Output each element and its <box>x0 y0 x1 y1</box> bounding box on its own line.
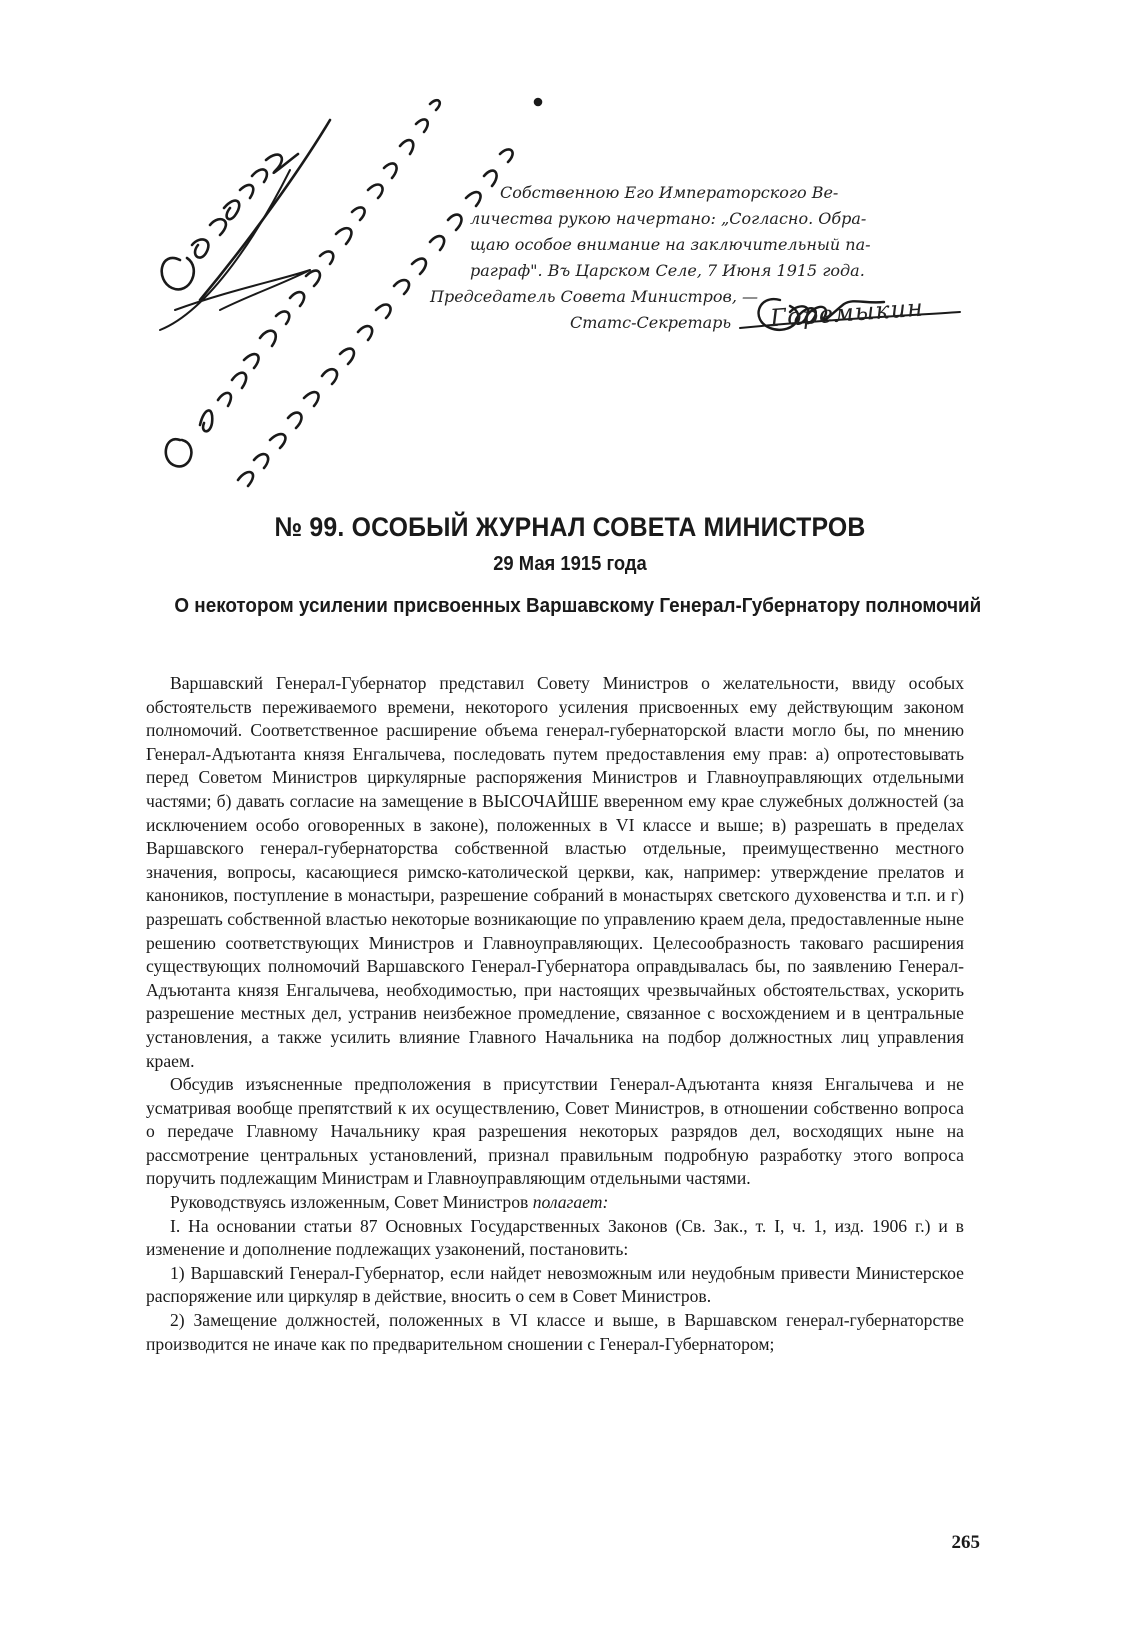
resolution-line: щаю особое внимание на заключительный па- <box>470 235 871 254</box>
point-paragraph: I. На основании статьи 87 Основных Государственных Законов (Св. Зак., т. I, ч. 1, изд. 1906 г.) и в изменение и дополнение подлежащих узаконений, постановить: <box>146 1215 964 1260</box>
signature: Горемыкин <box>769 293 925 333</box>
decision-verb: полагает: <box>532 1192 609 1213</box>
paragraph: Варшавский Генерал-Губернатор представил Совету Министров о желательности, ввиду особых обстоятельств переживаемого времени, некоторого усиления присвоенных ему действующим законом полномочий. Соответственное расширение объема генерал-губернаторской власти могло бы, по мнению Генерал-Адъютанта князя Енгалычева, последовать путем предоставления ему прав: а) опротестовывать перед Советом Министров циркулярные распоряжения Министров и Главноуправляющих отдельными частями; б) давать согласие на замещение в ВЫСОЧАЙШЕ вверенном ему крае служебных должностей (за исключением особо оговоренных в законе), положенных в VI классе и выше; в) разрешать в пределах Варшавского генерал-губернаторства собственной властью отдельные, преимущественно местного значения, вопросы, касающиеся римско-католической церкви, как, например: утверждение прелатов и каноников, поступление в монастыри, разрешение собраний в монастырях светского духовенства и т.п. и г) разрешать собственной властью некоторые возникающие по управлению краем дела, предоставленные ныне решению соответствующих Министров и Главноуправляющих. Целесообразность таковаго расширения существующих полномочий Варшавского Генерал-Губернатора оправдывалась бы, по заявлению Генерал-Адъютанта князя Енгалычева, необходимостью, при настоящих чрезвычайных обстоятельствах, ускорить разрешение местных дел, устранив неизбежное промедление, связанное с восхождением и в центральные установления, а также усилить влияние Главного Начальника на подбор должностных лиц управления краем. <box>146 673 964 1071</box>
resolution-line: Статс-Секретарь <box>570 313 732 332</box>
paragraph: Обсудив изъясненные предположения в присутствии Генерал-Адъютанта князя Енгалычева и не усматривая вообще препятствий к их осуществлению, Совет Министров, в отношении собственно вопроса о передаче Главному Начальнику края разрешения некоторых разрядов дел, восходящих ныне на рассмотрение центральных установлений, признал правильным подробную разработку этого вопроса поручить подлежащим Министрам и Главноуправляющим отдельными частями. <box>146 1074 964 1189</box>
page-number: 265 <box>951 1532 980 1553</box>
document-body <box>146 672 964 1356</box>
document-subject: О некотором усилении присвоенных Варшавскому Генерал-Губернатору полномочий <box>174 594 982 617</box>
imperial-resolution-block <box>430 180 970 336</box>
resolution-line: Собственною Его Императорского Ве- <box>500 183 839 202</box>
point-paragraph: 1) Варшавский Генерал-Губернатор, если найдет невозможным или неудобным привести Министерское распоряжение или циркуляр в действие, вносить о сем в Совет Министров. <box>146 1262 964 1307</box>
resolution-line: Председатель Совета Министров, — <box>430 287 759 306</box>
document-date: 29 Мая 1915 года <box>493 553 647 575</box>
resolution-line: личества рукою начертано: „Согласно. Обра- <box>470 209 867 228</box>
page-title: № 99. ОСОБЫЙ ЖУРНАЛ СОВЕТА МИНИСТРОВ <box>274 512 866 542</box>
decision-intro: Руководствуясь изложенным, Совет Министров <box>170 1192 529 1213</box>
document-header <box>140 512 1000 618</box>
resolution-line: раграф". Въ Царском Селе, 7 Июня 1915 года. <box>470 261 865 280</box>
point-paragraph: 2) Замещение должностей, положенных в VI классе и выше, в Варшавском генерал-губернаторстве производится не иначе как по предварительном сношении с Генерал-Губернатором; <box>146 1310 964 1354</box>
decision-paragraph <box>146 1191 964 1215</box>
